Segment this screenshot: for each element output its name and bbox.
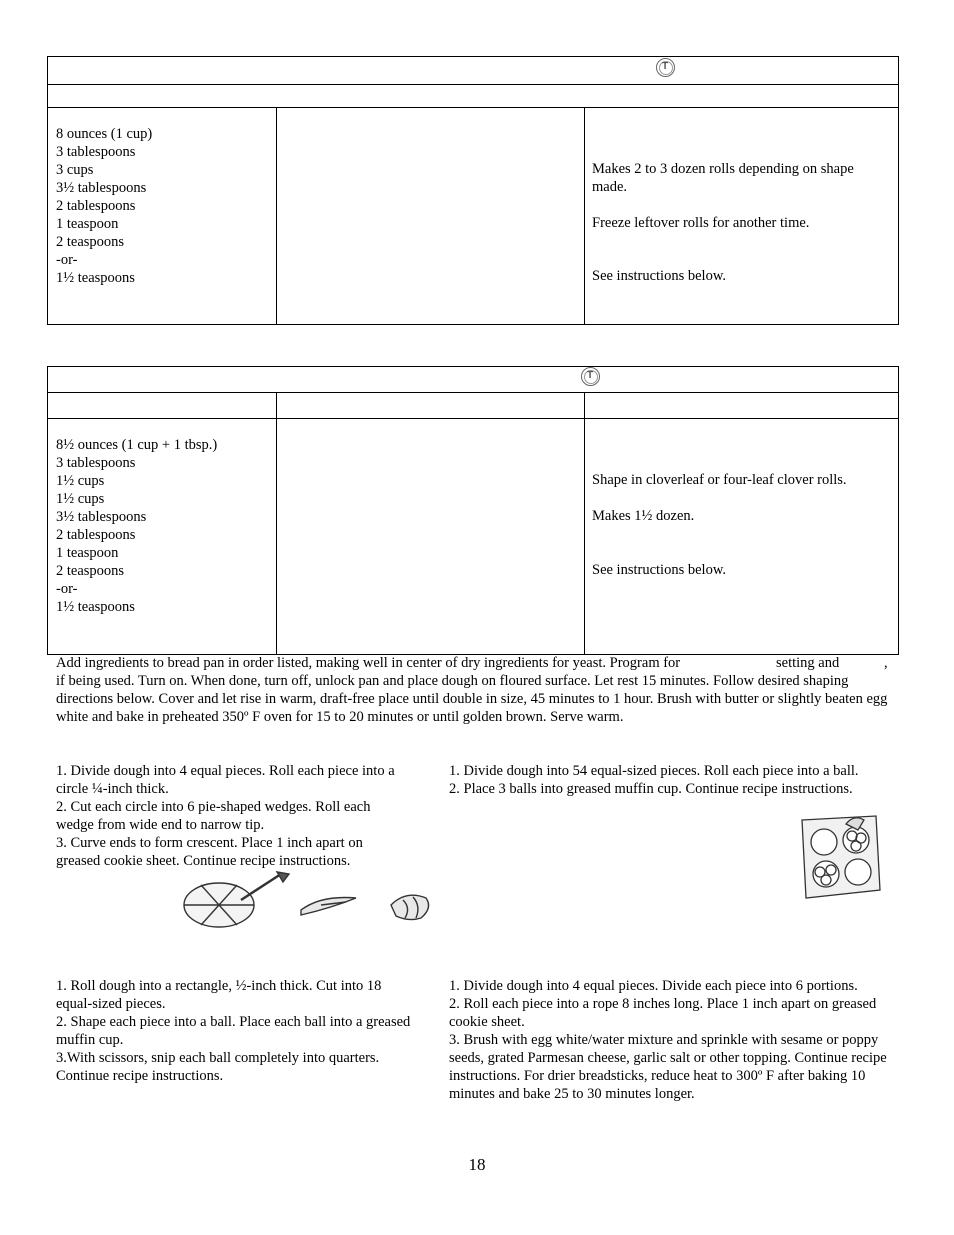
table2-col-divider-2 bbox=[584, 392, 585, 655]
quantity: -or- bbox=[56, 252, 78, 268]
cloverleaf-steps bbox=[449, 762, 894, 798]
table1-divider-1 bbox=[47, 84, 899, 85]
table2-quantities bbox=[56, 436, 217, 616]
quantity: 1 teaspoon bbox=[56, 216, 119, 232]
quantity: 3½ tablespoons bbox=[56, 180, 147, 196]
quantity: 1 teaspoon bbox=[56, 545, 119, 561]
quantity: 8 ounces (1 cup) bbox=[56, 126, 153, 142]
quantity: 2 teaspoons bbox=[56, 563, 125, 579]
step: 3. Curve ends to form crescent. Place 1 inch apart on greased cookie sheet. Continue recipe instructions. bbox=[56, 835, 363, 869]
table1-quantities bbox=[56, 125, 152, 287]
breadsticks-steps bbox=[449, 977, 894, 1103]
quantity: 1½ teaspoons bbox=[56, 599, 135, 615]
table2-divider-2 bbox=[47, 418, 899, 419]
quantity: 3 cups bbox=[56, 162, 94, 178]
crescents-steps bbox=[56, 762, 396, 870]
quantity: 1½ cups bbox=[56, 491, 105, 507]
table1-col-divider-1 bbox=[276, 107, 277, 325]
step: 2. Cut each circle into 6 pie-shaped wedges. Roll each wedge from wide end to narrow tip. bbox=[56, 799, 371, 833]
table1-note-see: See instructions below. bbox=[592, 268, 726, 284]
table2-note-shape: Shape in cloverleaf or four-leaf clover rolls. bbox=[592, 472, 847, 488]
quantity: 1½ teaspoons bbox=[56, 270, 135, 286]
fourleaf-steps bbox=[56, 977, 411, 1085]
quantity: 2 tablespoons bbox=[56, 198, 136, 214]
step: 1. Roll dough into a rectangle, ½-inch thick. Cut into 18 equal-sized pieces. bbox=[56, 978, 382, 1012]
quantity: -or- bbox=[56, 581, 78, 597]
step: 1. Divide dough into 4 equal pieces. Roll each piece into a circle ¼-inch thick. bbox=[56, 763, 395, 797]
crescent-shaping-illustration bbox=[181, 870, 437, 930]
table2-divider-1 bbox=[47, 392, 899, 393]
table1-col-divider-2 bbox=[584, 107, 585, 325]
quantity: 3½ tablespoons bbox=[56, 509, 147, 525]
step: 1. Divide dough into 4 equal pieces. Divide each piece into 6 portions. bbox=[449, 978, 858, 994]
table1-note-yield: Makes 2 to 3 dozen rolls depending on shape made. bbox=[592, 161, 854, 195]
table1-divider-2 bbox=[47, 107, 899, 108]
directions-body: if being used. Turn on. When done, turn off, unlock pan and place dough on floured surface. Let rest 15 minutes. Follow desired shaping directions below. Cover and let rise in warm, draft-free place until double in size, 45 minutes to 1 hour. Brush with butter or slightly beaten egg white and bake in preheated 350º F oven for 15 to 20 minutes or until golden brown. Serve warm. bbox=[56, 673, 888, 725]
quantity: 1½ cups bbox=[56, 473, 105, 489]
timer-icon: T bbox=[656, 58, 675, 77]
step: 2. Roll each piece into a rope 8 inches long. Place 1 inch apart on greased cookie sheet. bbox=[449, 996, 877, 1030]
page-number: 18 bbox=[468, 1155, 486, 1174]
quantity: 3 tablespoons bbox=[56, 455, 136, 471]
step: 3.With scissors, snip each ball completely into quarters. Continue recipe instructions. bbox=[56, 1050, 380, 1084]
quantity: 8½ ounces (1 cup + 1 tbsp.) bbox=[56, 437, 218, 453]
step: 2. Shape each piece into a ball. Place each ball into a greased muffin cup. bbox=[56, 1014, 411, 1048]
directions-comma: , bbox=[884, 655, 888, 671]
table2-note-yield: Makes 1½ dozen. bbox=[592, 508, 695, 524]
table2-note-see: See instructions below. bbox=[592, 562, 726, 578]
quantity: 2 teaspoons bbox=[56, 234, 125, 250]
directions-setting: setting and bbox=[776, 655, 840, 671]
table1-note-freeze: Freeze leftover rolls for another time. bbox=[592, 215, 810, 231]
directions-line1: Add ingredients to bread pan in order listed, making well in center of dry ingredients for yeast. Program for bbox=[56, 655, 681, 671]
step: 2. Place 3 balls into greased muffin cup. Continue recipe instructions. bbox=[449, 781, 853, 797]
muffin-tin-illustration bbox=[798, 810, 882, 902]
step: 1. Divide dough into 54 equal-sized pieces. Roll each piece into a ball. bbox=[449, 763, 859, 779]
step: 3. Brush with egg white/water mixture and sprinkle with sesame or poppy seeds, grated Parmesan cheese, garlic salt or other topping. Continue recipe instructions. For drier breadsticks, reduce heat to 300º F after baking 10 minutes and bake 25 to 30 minutes longer. bbox=[449, 1032, 887, 1102]
quantity: 3 tablespoons bbox=[56, 144, 136, 160]
directions bbox=[56, 654, 891, 726]
table2-col-divider-1 bbox=[276, 392, 277, 655]
timer-icon: T bbox=[581, 367, 600, 386]
quantity: 2 tablespoons bbox=[56, 527, 136, 543]
